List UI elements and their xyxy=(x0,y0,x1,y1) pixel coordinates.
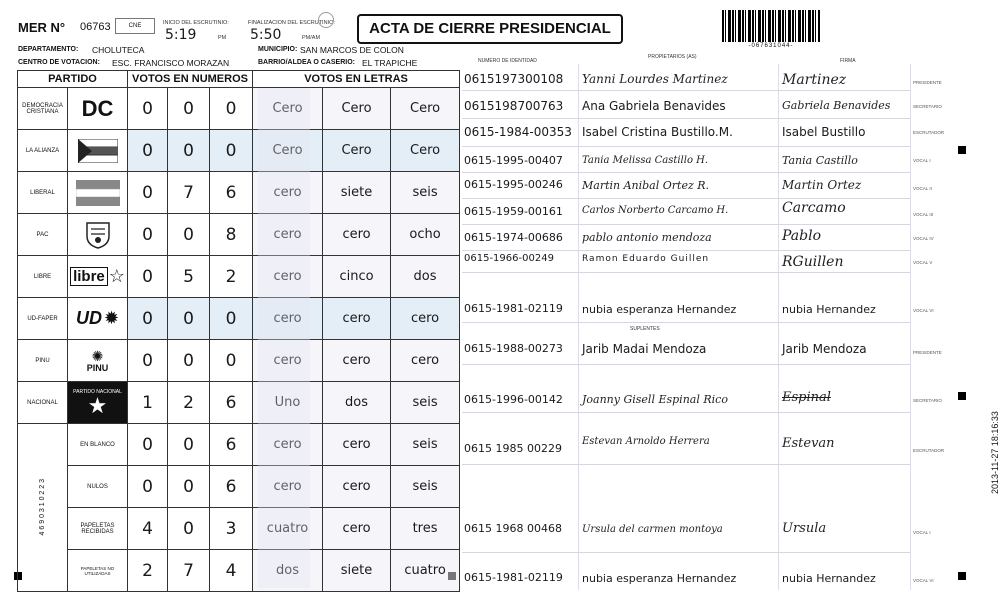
member-role: ESCRUTADOR xyxy=(913,130,945,135)
vote-word: seis xyxy=(391,172,460,214)
party-row-libre xyxy=(18,256,460,298)
vote-word: siete xyxy=(323,550,391,592)
party-logo-libre: libre ☆ xyxy=(68,256,128,298)
inicio-time: 5:19 xyxy=(165,27,197,43)
registration-mark xyxy=(958,146,966,154)
barrio-label: BARRIO/ALDEA O CASERIO: xyxy=(258,59,355,66)
pinu-emblem-icon: ✺ xyxy=(91,347,104,364)
summary-label: PAPELETAS RECIBIDAS xyxy=(68,508,128,550)
vote-word: Cero xyxy=(253,88,323,130)
departamento-label: DEPARTAMENTO: xyxy=(18,46,79,53)
member-id: 0615 1985 00229 xyxy=(464,442,562,455)
member-name: Ramon Eduardo Guillen xyxy=(582,254,710,264)
fin-period: PM/AM xyxy=(302,35,321,41)
row-divider xyxy=(462,90,910,91)
vote-digit: 0 xyxy=(128,214,168,256)
party-name: DEMOCRACIA CRISTIANA xyxy=(18,88,68,130)
header-votos-numeros: VOTOS EN NUMEROS xyxy=(128,71,253,88)
member-signature: Martinez xyxy=(782,72,847,88)
member-id: 0615-1981-02119 xyxy=(464,571,563,584)
vote-word: dos xyxy=(323,382,391,424)
member-signature: Pablo xyxy=(782,228,822,244)
barcode xyxy=(722,10,820,42)
vote-digit: 0 xyxy=(210,340,253,382)
row-divider xyxy=(462,322,910,323)
vote-digit: 0 xyxy=(168,424,210,466)
member-signature: Tania Castillo xyxy=(782,154,858,167)
star-icon: ☆ xyxy=(108,266,125,286)
member-name: Ana Gabriela Benavides xyxy=(582,99,726,113)
member-name: Jarib Madai Mendoza xyxy=(582,342,707,356)
summary-row-blanco xyxy=(18,424,460,466)
vote-word: cero xyxy=(391,298,460,340)
vote-word: Uno xyxy=(253,382,323,424)
member-id: 0615-1988-00273 xyxy=(464,342,563,355)
member-signature: Espinal xyxy=(782,390,831,405)
vote-word: cero xyxy=(253,424,323,466)
vote-digit: 5 xyxy=(168,256,210,298)
member-role: VOCAL IV xyxy=(913,236,934,241)
vote-digit: 0 xyxy=(210,130,253,172)
header-partido: PARTIDO xyxy=(18,71,128,88)
column-divider xyxy=(578,64,579,590)
row-divider xyxy=(462,250,910,251)
vote-digit: 0 xyxy=(128,466,168,508)
member-id: 0615-1966-00249 xyxy=(464,253,554,264)
member-role: VOCAL V xyxy=(913,260,933,265)
header-votos-letras: VOTOS EN LETRAS xyxy=(253,71,460,88)
vote-word: Cero xyxy=(323,130,391,172)
vote-word: cero xyxy=(323,466,391,508)
departamento-value: CHOLUTECA xyxy=(92,45,145,55)
member-id: 0615197300108 xyxy=(464,72,564,86)
inicio-label: INICIO DEL ESCRUTINIO: xyxy=(163,20,229,26)
member-role: VOCAL I xyxy=(913,158,931,163)
vote-digit: 0 xyxy=(128,424,168,466)
row-divider xyxy=(462,364,910,365)
party-name: LA ALIANZA xyxy=(18,130,68,172)
member-id: 0615-1984-00353 xyxy=(464,125,572,139)
member-signature: nubia Hernandez xyxy=(782,572,876,585)
party-row-pinu xyxy=(18,340,460,382)
vote-word: cuatro xyxy=(253,508,323,550)
vote-word: tres xyxy=(391,508,460,550)
vote-digit: 2 xyxy=(168,382,210,424)
vote-digit: 0 xyxy=(168,298,210,340)
member-name: Carlos Norberto Carcamo H. xyxy=(582,205,729,216)
vote-word: cero xyxy=(391,340,460,382)
member-role: PRESIDENTE xyxy=(913,350,942,355)
party-logo-alianza xyxy=(68,130,128,172)
vote-digit: 0 xyxy=(168,130,210,172)
party-logo-nacional: PARTIDO NACIONAL ★ xyxy=(68,382,128,424)
summary-row-recibidas xyxy=(18,508,460,550)
member-name: Tania Melissa Castillo H. xyxy=(582,155,709,166)
vote-word: cinco xyxy=(323,256,391,298)
vote-digit: 0 xyxy=(128,130,168,172)
member-id: 0615-1996-00142 xyxy=(464,393,563,406)
member-role: VOCAL I xyxy=(913,530,931,535)
fin-label: FINALIZACION DEL ESCRUTINIO: xyxy=(248,20,335,26)
tape-overlay xyxy=(258,88,310,588)
vote-word: cero xyxy=(323,340,391,382)
party-row-dc xyxy=(18,88,460,130)
vote-digit: 6 xyxy=(210,466,253,508)
member-signature: Isabel Bustillo xyxy=(782,125,866,139)
vote-word: ocho xyxy=(391,214,460,256)
vote-word: cuatro xyxy=(391,550,460,592)
municipio-value: SAN MARCOS DE COLON xyxy=(300,45,404,55)
registration-circle xyxy=(318,12,334,28)
vote-digit: 0 xyxy=(210,298,253,340)
party-row-nacional xyxy=(18,382,460,424)
firma-header: FIRMA xyxy=(840,58,856,64)
barcode-number: -067631044- xyxy=(748,43,794,49)
vote-word: seis xyxy=(391,382,460,424)
row-divider xyxy=(462,552,910,553)
party-name: PINU xyxy=(18,340,68,382)
votes-table xyxy=(17,70,460,592)
barrio-value: EL TRAPICHE xyxy=(362,58,418,68)
row-divider xyxy=(462,118,910,119)
member-name: Martin Anibal Ortez R. xyxy=(582,179,710,192)
vote-word: seis xyxy=(391,466,460,508)
vote-digit: 0 xyxy=(128,298,168,340)
summary-label: NULOS xyxy=(68,466,128,508)
registration-mark xyxy=(958,392,966,400)
party-row-alianza xyxy=(18,130,460,172)
suplentes-header: SUPLENTES xyxy=(630,326,660,332)
party-logo-dc: DC xyxy=(68,88,128,130)
mer-number: 06763 xyxy=(80,21,111,33)
summary-row-no-utilizadas xyxy=(18,550,460,592)
party-logo-pac xyxy=(68,214,128,256)
party-name: PAC xyxy=(18,214,68,256)
vote-word: Cero xyxy=(323,88,391,130)
member-signature: Estevan xyxy=(782,436,835,451)
vote-digit: 6 xyxy=(210,382,253,424)
vote-word: cero xyxy=(253,466,323,508)
vote-word: cero xyxy=(253,298,323,340)
star-icon: ★ xyxy=(87,392,108,418)
party-name: NACIONAL xyxy=(18,382,68,424)
vote-word: cero xyxy=(253,256,323,298)
member-id: 0615 1968 00468 xyxy=(464,522,562,535)
vote-word: cero xyxy=(323,424,391,466)
vote-digit: 1 xyxy=(128,382,168,424)
municipio-label: MUNICIPIO: xyxy=(258,46,298,53)
pac-shield-icon xyxy=(83,220,113,250)
side-code-column: 4 6 9 0 3 1 0 2 2 3 xyxy=(18,424,68,592)
row-divider xyxy=(462,198,910,199)
member-role: ESCRUTADOR xyxy=(913,448,945,453)
alianza-flag-icon xyxy=(78,139,118,163)
vote-digit: 8 xyxy=(210,214,253,256)
member-id: 0615198700763 xyxy=(464,99,564,113)
vote-digit: 4 xyxy=(210,550,253,592)
vote-word: cero xyxy=(253,340,323,382)
member-id: 0615-1959-00161 xyxy=(464,205,563,218)
member-signature: Jarib Mendoza xyxy=(782,342,867,356)
party-row-liberal xyxy=(18,172,460,214)
vote-digit: 0 xyxy=(168,508,210,550)
liberal-flag-icon xyxy=(76,180,120,206)
vote-digit: 0 xyxy=(168,340,210,382)
vote-word: siete xyxy=(323,172,391,214)
party-row-ud xyxy=(18,298,460,340)
vote-word: cero xyxy=(253,214,323,256)
table-header-row xyxy=(18,71,460,88)
member-role: PRESIDENTE xyxy=(913,80,942,85)
fin-time: 5:50 xyxy=(250,27,282,43)
vote-digit: 0 xyxy=(128,256,168,298)
member-id: 0615-1995-00246 xyxy=(464,178,563,191)
member-id: 0615-1974-00686 xyxy=(464,231,563,244)
vote-digit: 6 xyxy=(210,172,253,214)
page-title: ACTA DE CIERRE PRESIDENCIAL xyxy=(357,14,623,44)
vote-word: Cero xyxy=(391,130,460,172)
vote-digit: 0 xyxy=(128,88,168,130)
member-id: 0615-1995-00407 xyxy=(464,154,563,167)
column-divider xyxy=(910,64,911,590)
vote-word: cero xyxy=(323,298,391,340)
vote-word: seis xyxy=(391,424,460,466)
member-id: 0615-1981-02119 xyxy=(464,302,563,315)
vote-digit: 2 xyxy=(210,256,253,298)
vote-digit: 7 xyxy=(168,550,210,592)
row-divider xyxy=(462,146,910,147)
row-divider xyxy=(462,464,910,465)
scan-timestamp: 2013-11-27 18:16:33 xyxy=(990,411,1000,494)
party-name: UD-FAPER xyxy=(18,298,68,340)
row-divider xyxy=(462,224,910,225)
party-row-pac xyxy=(18,214,460,256)
party-logo-ud: UD ✹ xyxy=(68,298,128,340)
member-signature: Martin Ortez xyxy=(782,178,862,192)
vote-word: dos xyxy=(391,256,460,298)
vote-digit: 2 xyxy=(128,550,168,592)
vote-digit: 0 xyxy=(168,214,210,256)
row-divider xyxy=(462,412,910,413)
sun-icon: ✹ xyxy=(103,308,120,328)
vote-word: cero xyxy=(253,172,323,214)
member-name: Joanny Gisell Espinal Rico xyxy=(582,393,728,406)
cne-logo: CNE xyxy=(115,18,155,34)
vote-digit: 4 xyxy=(128,508,168,550)
vote-digit: 3 xyxy=(210,508,253,550)
row-divider xyxy=(462,272,910,273)
member-name: pablo antonio mendoza xyxy=(582,231,712,244)
party-logo-liberal xyxy=(68,172,128,214)
vote-word: Cero xyxy=(391,88,460,130)
member-signature: nubia Hernandez xyxy=(782,303,876,316)
member-name: Ursula del carmen montoya xyxy=(582,524,723,535)
party-name: LIBRE xyxy=(18,256,68,298)
member-signature: Gabriela Benavides xyxy=(782,99,891,112)
party-logo-pinu: ✺ PINU xyxy=(68,340,128,382)
member-name: nubia esperanza Hernandez xyxy=(582,303,737,316)
row-divider xyxy=(462,172,910,173)
vote-digit: 6 xyxy=(210,424,253,466)
vote-word: dos xyxy=(253,550,323,592)
member-role: VOCAL VI xyxy=(913,308,934,313)
member-signature: RGuillen xyxy=(782,254,844,270)
vote-digit: 0 xyxy=(168,88,210,130)
member-name: Estevan Arnoldo Herrera xyxy=(582,436,710,447)
member-name: nubia esperanza Hernandez xyxy=(582,572,737,585)
vote-digit: 0 xyxy=(210,88,253,130)
mer-label: MER N° xyxy=(18,20,66,35)
centro-label: CENTRO DE VOTACION: xyxy=(18,59,100,66)
party-name: LIBERAL xyxy=(18,172,68,214)
member-name: Yanni Lourdes Martinez xyxy=(582,72,728,86)
member-role: SECRETARIO xyxy=(913,104,942,109)
propietarios-header: PROPIETARIOS (AS) xyxy=(648,54,697,60)
vote-digit: 0 xyxy=(168,466,210,508)
identidad-header: NUMERO DE IDENTIDAD xyxy=(478,58,537,64)
summary-row-nulos xyxy=(18,466,460,508)
summary-label: EN BLANCO xyxy=(68,424,128,466)
member-role: VOCAL II xyxy=(913,186,932,191)
member-signature: Ursula xyxy=(782,521,827,536)
vote-digit: 0 xyxy=(128,340,168,382)
member-role: VOCAL VI xyxy=(913,578,934,583)
member-role: SECRETARIO xyxy=(913,398,942,403)
vote-digit: 0 xyxy=(128,172,168,214)
column-divider xyxy=(778,64,779,590)
vote-digit: 7 xyxy=(168,172,210,214)
centro-value: ESC. FRANCISCO MORAZAN xyxy=(112,58,230,68)
inicio-period: PM xyxy=(218,35,227,41)
vote-word: cero xyxy=(323,508,391,550)
member-role: VOCAL III xyxy=(913,212,934,217)
summary-label: PAPELETAS NO UTILIZADAS xyxy=(68,550,128,592)
registration-mark xyxy=(958,572,966,580)
vote-word: cero xyxy=(323,214,391,256)
member-signature: Carcamo xyxy=(782,200,846,216)
vote-word: Cero xyxy=(253,130,323,172)
member-name: Isabel Cristina Bustillo.M. xyxy=(582,125,733,139)
